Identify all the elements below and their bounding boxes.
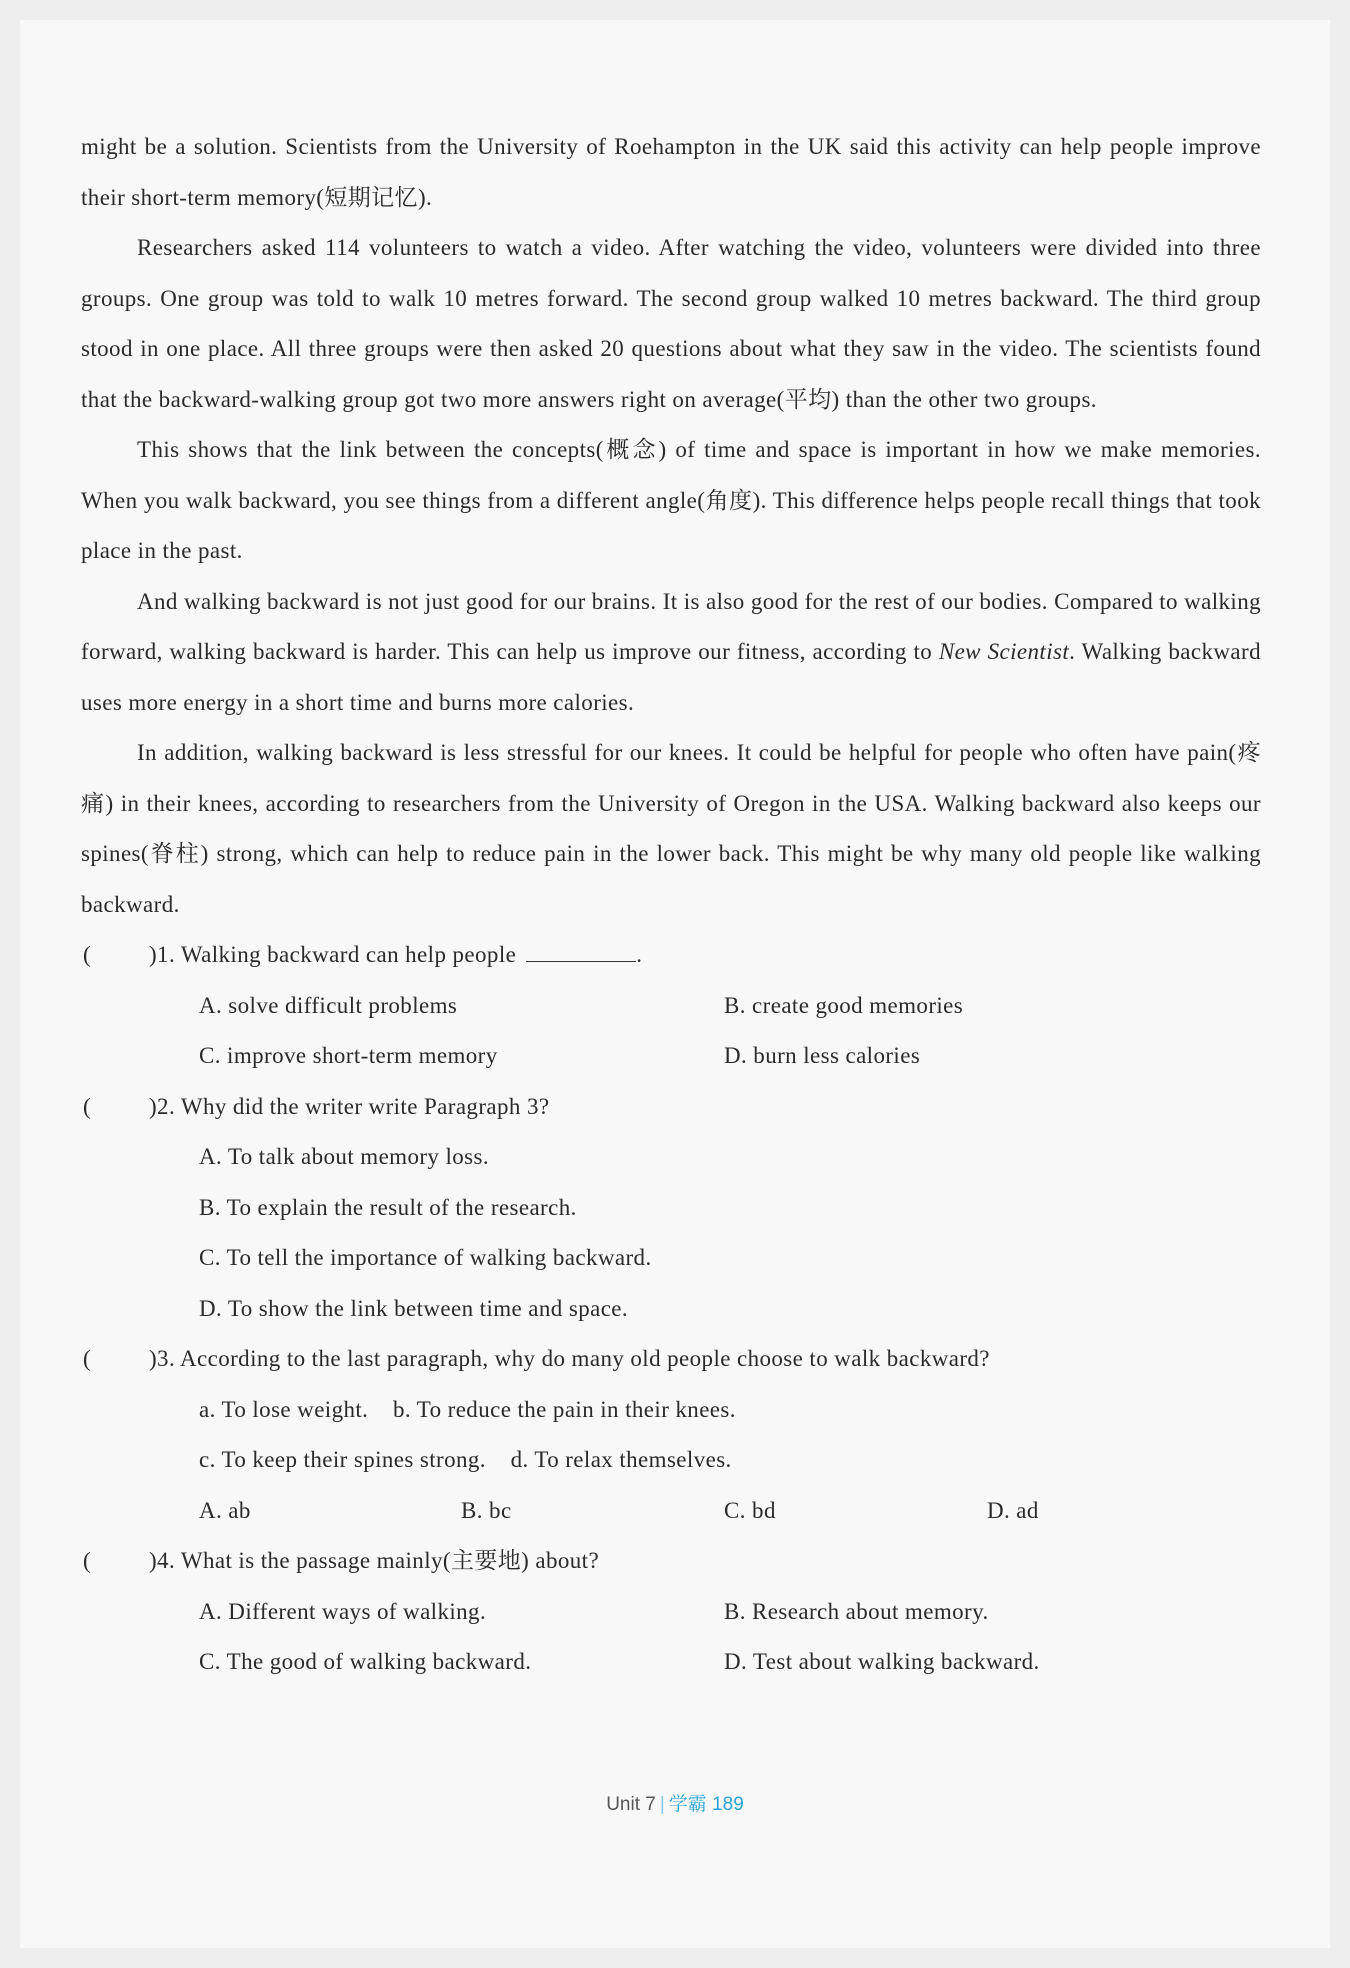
paragraph-3: This shows that the link between the concepts(概念) of time and space is important in how we make memories. When you walk backward, you see things from a different angle(角度). This difference helps people recall things that took place in the past. xyxy=(81,437,1261,563)
question-2 xyxy=(81,1082,1261,1133)
option-b[interactable]: B. bc xyxy=(461,1497,512,1523)
sub-item-c: c. To keep their spines strong. d. To relax themselves. xyxy=(199,1447,732,1472)
unit-label: Unit 7 xyxy=(606,1794,656,1815)
paragraph-5: In addition, walking backward is less stressful for our knees. It could be helpful for people who often have pain(疼痛) in their knees, according to researchers from the University of Oregon in the USA. Walking backward also keeps our spines(脊柱) strong, which can help to reduce pain in the lower back. This might be why many old people like walking backward. xyxy=(81,740,1261,917)
paragraph-1: might be a solution. Scientists from the University of Roehampton in the UK said this activity can help people improve their short-term memory(短期记忆). xyxy=(81,134,1261,210)
option-a[interactable]: A. solve difficult problems xyxy=(199,992,458,1018)
option-c[interactable]: C. improve short-term memory xyxy=(199,1043,498,1068)
paragraph-2: Researchers asked 114 volunteers to watch a video. After watching the video, volunteers were divided into three groups. One group was told to walk 10 metres forward. The second group walked 10 metres backward. The third group stood in one place. All three groups were then asked 20 questions about what they saw in the video. The scientists found that the backward-walking group got two more answers right on average(平均) than the other two groups. xyxy=(81,235,1261,412)
option-b[interactable]: B. To explain the result of the research. xyxy=(199,1194,577,1220)
option-c[interactable]: C. The good of walking backward. xyxy=(199,1649,532,1674)
question-4 xyxy=(81,1536,1261,1587)
paragraph-4 xyxy=(81,577,1261,729)
source-title: New Scientist xyxy=(938,639,1070,664)
question-1 xyxy=(81,930,1261,981)
option-d[interactable]: D. burn less calories xyxy=(724,1043,921,1068)
question-stem: )4. What is the passage mainly(主要地) about? xyxy=(149,1548,600,1573)
option-a[interactable]: A. ab xyxy=(199,1497,251,1523)
option-b[interactable]: B. Research about memory. xyxy=(724,1598,989,1624)
paragraph-4-text: And walking backward is not just good for our brains. It is also good for the rest of our bodies. Compared to walking forward, walking backward is harder. This can help us improve our fitness, according to xyxy=(81,588,1261,664)
footer-separator: | xyxy=(659,1794,665,1815)
option-b[interactable]: B. create good memories xyxy=(724,992,964,1018)
answer-bracket[interactable]: ( xyxy=(83,1093,92,1119)
page-number: 189 xyxy=(712,1794,744,1815)
answer-bracket[interactable]: ( xyxy=(83,942,92,967)
question-stem: )3. According to the last paragraph, why do many old people choose to walk backward? xyxy=(149,1346,990,1371)
option-c[interactable]: C. bd xyxy=(724,1497,776,1523)
question-end: . xyxy=(636,942,643,967)
answer-bracket[interactable]: ( xyxy=(83,1346,92,1371)
brand-label: 学霸 xyxy=(668,1794,707,1815)
question-stem: )2. Why did the writer write Paragraph 3? xyxy=(149,1093,550,1119)
question-3 xyxy=(81,1334,1261,1385)
option-d[interactable]: D. ad xyxy=(987,1497,1039,1523)
option-a[interactable]: A. To talk about memory loss. xyxy=(199,1144,490,1169)
question-stem: )1. Walking backward can help people xyxy=(149,942,517,967)
sub-item-a: a. To lose weight. b. To reduce the pain in their knees. xyxy=(199,1396,736,1422)
sub-item-b: b. To reduce the pain in their knees. xyxy=(392,1396,736,1422)
reading-passage xyxy=(81,122,1261,1688)
answer-blank[interactable] xyxy=(526,931,636,962)
option-c[interactable]: C. To tell the importance of walking backward. xyxy=(199,1245,652,1270)
option-a[interactable]: A. Different ways of walking. xyxy=(199,1598,487,1624)
answer-bracket[interactable]: ( xyxy=(83,1548,92,1573)
page-footer xyxy=(0,1789,1350,1816)
paragraph-4-tail: . Walking backward uses more energy in a short time and burns more calories. xyxy=(81,639,1261,715)
option-d[interactable]: D. Test about walking backward. xyxy=(724,1649,1040,1674)
sub-item-d: d. To relax themselves. xyxy=(510,1447,732,1472)
option-d[interactable]: D. To show the link between time and space. xyxy=(199,1295,629,1321)
